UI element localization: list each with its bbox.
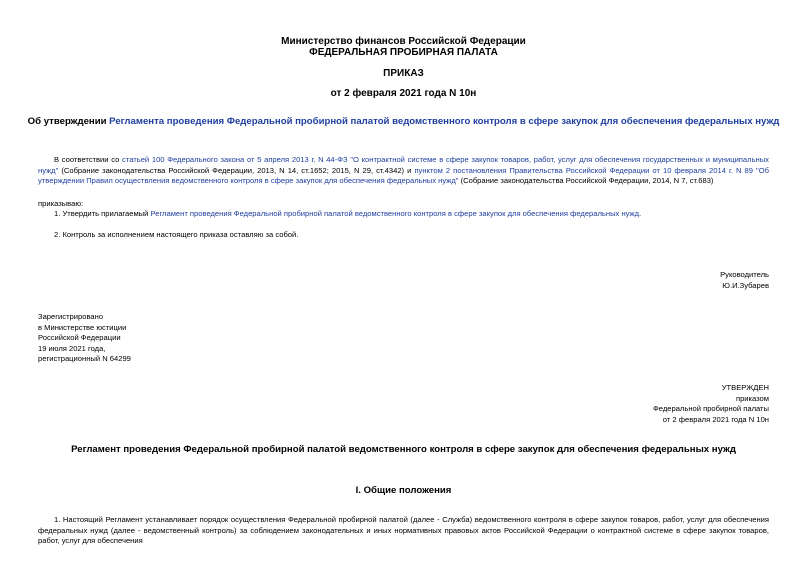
approved-block bbox=[653, 383, 769, 425]
law-44fz-link[interactable]: статьей 100 Федерального закона от 5 апреля 2013 г. N 44-ФЗ "О контрактной системе в сфере закупок товаров, работ, услуг для обеспечения государственных и муниципальных нужд" bbox=[38, 155, 769, 175]
order-item-1-prefix: 1. Утвердить прилагаемый bbox=[54, 209, 151, 218]
registration-block bbox=[38, 312, 131, 365]
approved-line-4: от 2 февраля 2021 года N 10н bbox=[662, 414, 769, 424]
registration-line-2: в Министерстве юстиции bbox=[38, 322, 127, 332]
doc-date-number: от 2 февраля 2021 года N 10н bbox=[330, 88, 477, 99]
header-ministry: Министерство финансов Российской Федерации bbox=[281, 36, 526, 47]
signature-name: Ю.И.Зубарев bbox=[722, 281, 769, 290]
signature-role: Руководитель bbox=[720, 270, 769, 279]
registration-line-1: Зарегистрировано bbox=[38, 312, 104, 321]
approved-line-1: УТВЕРЖДЕН bbox=[721, 383, 769, 392]
order-item-1-suffix: . bbox=[639, 209, 642, 218]
title-prefix: Об утверждении bbox=[27, 116, 110, 127]
approved-line-2: приказом bbox=[735, 393, 769, 403]
page-title bbox=[0, 116, 807, 128]
postanovlenie-89-link[interactable]: пунктом 2 постановления Правительства Российской Федерации от 10 февраля 2014 г. N 89 "Об утверждении Правил осуществления ведомственного контроля в сфере закупок для обеспечения федеральных нужд" bbox=[38, 165, 769, 185]
approved-line-3: Федеральной пробирной палаты bbox=[653, 404, 769, 413]
registration-line-3: Российской Федерации bbox=[38, 333, 121, 342]
reglament-link[interactable]: Регламент проведения Федеральной пробирной палатой ведомственного контроля в сфере закупок для обеспечения федеральных нужд bbox=[150, 209, 640, 218]
order-item-2: 2. Контроль за исполнением настоящего приказа оставляю за собой. bbox=[54, 230, 299, 239]
header-chamber: ФЕДЕРАЛЬНАЯ ПРОБИРНАЯ ПАЛАТА bbox=[309, 47, 498, 58]
reglament-paragraph-1: 1. Настоящий Регламент устанавливает порядок осуществления Федеральной пробирной палатой (далее - Служба) ведомственного контроля в сфере закупок товаров, работ, услуг для обеспечения федеральных нужд (далее - ведомственный контроль) за соблюдением законодательных и иных нормативных правовых актов Российской Федерации о контрактной системе в сфере закупок товаров, работ, услуг для обеспечения bbox=[38, 515, 769, 545]
order-item-1 bbox=[54, 209, 769, 220]
section-heading: I. Общие положения bbox=[355, 485, 452, 496]
preamble-text-2: (Собрание законодательства Российской Федерации, 2013, N 14, ст.1652; 2015, N 29, ст.4342) и bbox=[58, 165, 415, 175]
registration-line-5: регистрационный N 64299 bbox=[38, 354, 131, 363]
doc-type: ПРИКАЗ bbox=[383, 68, 424, 79]
preamble-text-1: В соответствии со bbox=[54, 155, 123, 164]
title-link[interactable]: Регламента проведения Федеральной пробирной палатой ведомственного контроля в сфере закупок для обеспечения федеральных нужд bbox=[109, 116, 780, 127]
reglament-title: Регламент проведения Федеральной пробирной палатой ведомственного контроля в сфере закупок для обеспечения федеральных нужд bbox=[71, 444, 736, 455]
registration-line-4: 19 июля 2021 года, bbox=[38, 343, 106, 353]
prikazyvayu-text: приказываю: bbox=[38, 199, 84, 208]
preamble-text-3: (Собрание законодательства Российской Федерации, 2014, N 7, ст.683) bbox=[458, 176, 714, 185]
preamble-paragraph bbox=[38, 155, 769, 187]
